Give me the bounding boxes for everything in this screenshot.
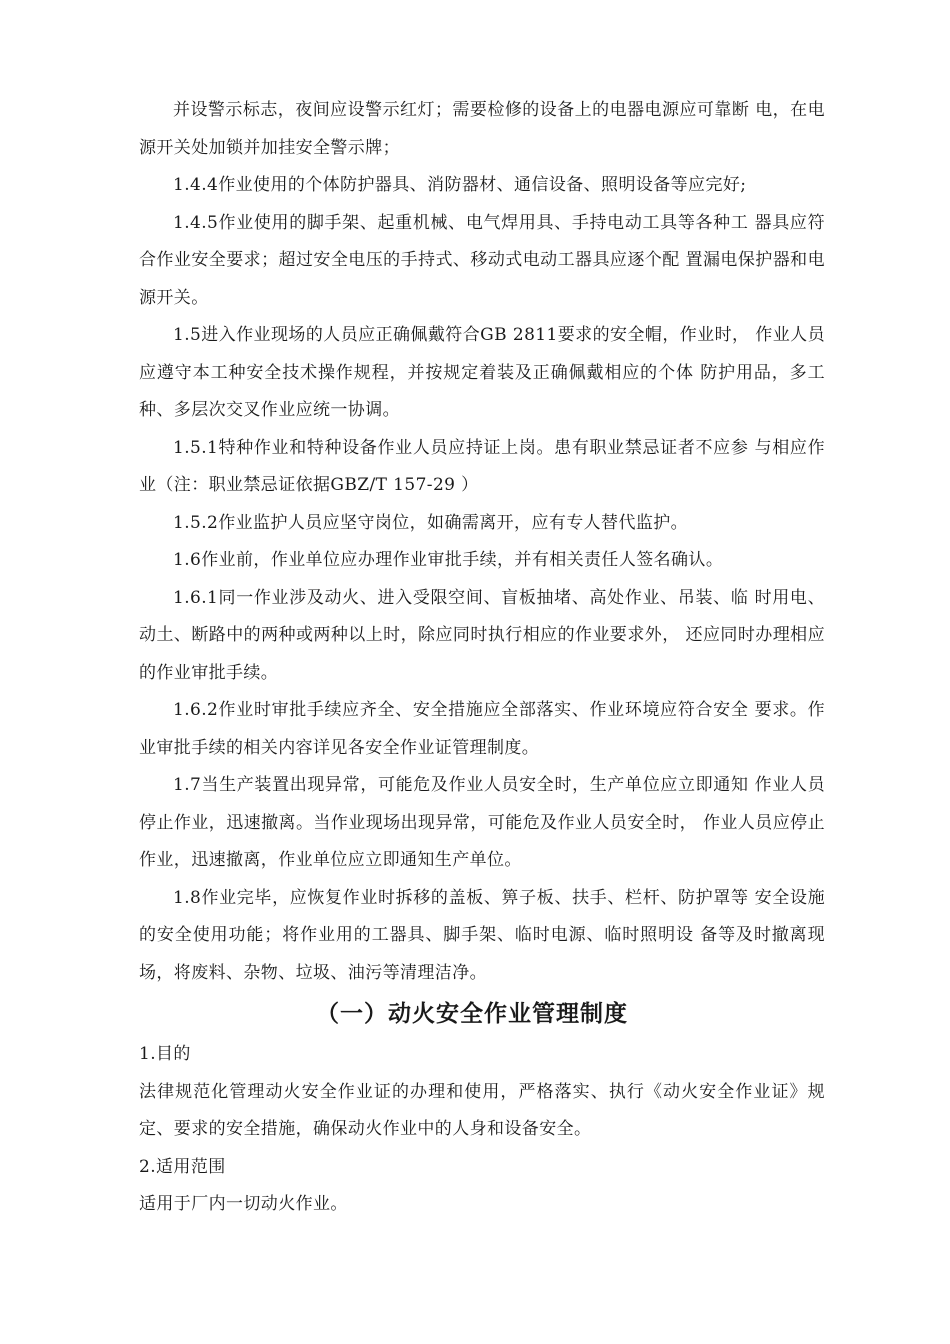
scope-text: 适用于厂内一切动火作业。 bbox=[139, 1194, 348, 1214]
paragraph-1-6-1: 1.6.1同一作业涉及动火、进入受限空间、盲板抽堵、高处作业、吊装、临 时用电、动土、断路中的两种或两种以上时，除应同时执行相应的作业要求外， 还应同时办理相应的作业审批手续。 bbox=[139, 587, 825, 683]
paragraph-1-6: 1.6作业前，作业单位应办理作业审批手续，并有相关责任人签名确认。 bbox=[173, 550, 724, 570]
paragraph-1-6-2: 1.6.2作业时审批手续应齐全、安全措施应全部落实、作业环境应符合安全 要求。作业审批手续的相关内容详见各安全作业证管理制度。 bbox=[139, 700, 825, 758]
purpose-text: 法律规范化管理动火安全作业证的办理和使用，严格落实、执行《动火安全作业证》规定、要求的安全措施，确保动火作业中的人身和设备安全。 bbox=[139, 1081, 825, 1139]
paragraph-1-8: 1.8作业完毕，应恢复作业时拆移的盖板、箅子板、扶手、栏杆、防护罩等 安全设施的安全使用功能；将作业用的工器具、脚手架、临时电源、临时照明设 备等及时撤离现场，将废料、杂物、垃圾、油污等清理洁净。 bbox=[139, 887, 825, 983]
paragraph-1-5: 1.5进入作业现场的人员应正确佩戴符合GB 2811要求的安全帽，作业时， 作业人员应遵守本工种安全技术操作规程，并按规定着装及正确佩戴相应的个体 防护用品，多工种、多层次交叉作业应统一协调。 bbox=[139, 325, 825, 420]
paragraph-1-5-1: 1.5.1特种作业和特种设备作业人员应持证上岗。患有职业禁忌证者不应参 与相应作业（注：职业禁忌证依据GBZ/T 157-29 ） bbox=[139, 437, 825, 495]
purpose-heading: 1.目的 bbox=[139, 1044, 191, 1064]
scope-heading: 2.适用范围 bbox=[139, 1156, 226, 1177]
paragraph-1-4-4: 1.4.4作业使用的个体防护器具、消防器材、通信设备、照明设备等应完好; bbox=[173, 175, 747, 195]
section-title: （一）动火安全作业管理制度 bbox=[316, 1000, 628, 1027]
paragraph-warning-signs: 并设警示标志，夜间应设警示红灯；需要检修的设备上的电器电源应可靠断 电，在电源开关处加锁并加挂安全警示牌； bbox=[139, 100, 825, 158]
paragraph-1-4-5: 1.4.5作业使用的脚手架、起重机械、电气焊用具、手持电动工具等各种工 器具应符合作业安全要求；超过安全电压的手持式、移动式电动工器具应逐个配 置漏电保护器和电源开关。 bbox=[139, 212, 825, 308]
document-body bbox=[139, 92, 825, 1224]
paragraph-1-7: 1.7当生产装置出现异常，可能危及作业人员安全时，生产单位应立即通知 作业人员停止作业，迅速撤离。当作业现场出现异常，可能危及作业人员安全时， 作业人员应停止作业，迅速撤离，作业单位应立即通知生产单位。 bbox=[139, 775, 825, 870]
paragraph-1-5-2: 1.5.2作业监护人员应坚守岗位，如确需离开，应有专人替代监护。 bbox=[173, 512, 689, 533]
